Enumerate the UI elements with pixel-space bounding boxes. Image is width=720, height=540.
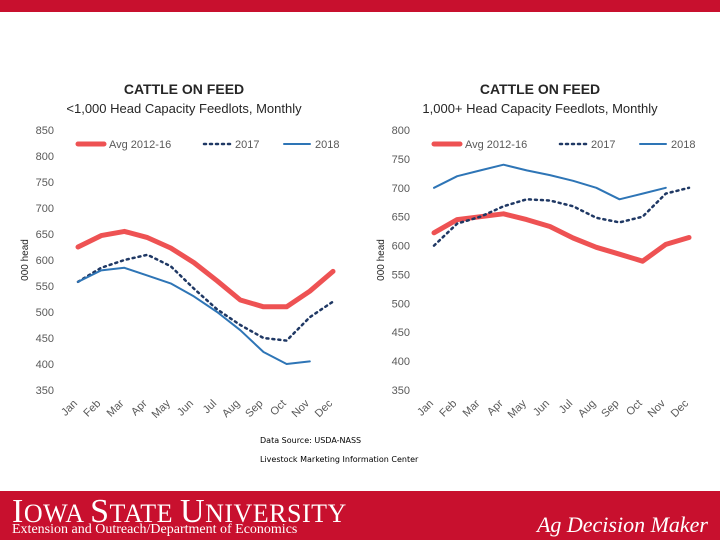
x-tick-label: Mar [104,397,127,420]
series-line-2018 [78,268,310,364]
x-tick-label: Jan [59,397,81,419]
y-tick-label: 700 [35,203,54,215]
series-line-2018 [434,165,666,200]
data-point-avg [665,244,667,246]
data-point-2017 [124,259,126,261]
x-tick-label: Feb [81,397,104,420]
data-point-avg [619,253,621,255]
university-wordmark: IOWA STATE UNIVERSITY [12,493,347,530]
data-point-2017 [332,301,334,303]
y-tick-label: 500 [35,307,54,319]
legend-label-2017: 2017 [591,139,616,151]
y-tick-label: 350 [391,385,410,397]
data-point-2017 [147,254,149,256]
y-tick-label: 750 [391,153,410,166]
data-point-2018 [503,164,505,166]
data-point-2018 [456,175,458,177]
data-source-label: Data Source: USDA-NASS [260,436,362,445]
data-point-2018 [124,267,126,269]
x-tick-label: Aug [576,397,599,420]
x-tick-label: Nov [289,397,312,420]
x-tick-label: Dec [312,397,336,420]
data-point-2018 [642,193,644,195]
left-chart-subtitle: <1,000 Head Capacity Feedlots, Monthly [66,101,302,116]
data-point-2018 [77,281,79,283]
top-brand-bar [0,0,720,12]
right-chart-title: CATTLE ON FEED [479,81,601,97]
data-point-avg [263,306,265,308]
y-tick-label: 450 [35,333,54,345]
y-tick-label: 550 [391,269,410,282]
data-point-avg [309,290,311,292]
data-point-2017 [503,205,505,207]
data-point-2017 [263,337,265,339]
data-point-2017 [216,309,218,311]
data-point-2018 [595,187,597,189]
data-point-2017 [572,205,574,207]
data-point-avg [147,237,149,239]
data-point-2018 [239,329,241,331]
data-point-avg [433,232,435,234]
y-tick-label: 650 [35,229,54,241]
data-point-avg [572,237,574,239]
data-point-2018 [433,187,435,189]
data-point-avg [216,280,218,282]
data-point-avg [193,262,195,264]
data-point-avg [549,226,551,228]
y-tick-label: 500 [391,298,410,311]
x-tick-label: Jun [174,397,197,419]
series-line-2017 [78,255,333,341]
legend-label-avg: Avg 2012-16 [109,139,172,151]
y-tick-label: 450 [391,327,410,340]
data-point-2017 [100,267,102,269]
x-tick-label: Jan [415,397,437,419]
right-line-chart [368,120,708,430]
series-line-avg [434,214,689,261]
data-point-avg [77,246,79,248]
y-tick-label: 700 [391,182,410,195]
y-tick-label: 400 [35,359,54,371]
x-tick-label: Oct [624,397,645,419]
data-point-2018 [549,174,551,176]
data-point-avg [286,306,288,308]
x-tick-label: Sep [599,397,622,420]
left-chart-title: CATTLE ON FEED [123,81,245,97]
right-chart-subtitle: 1,000+ Head Capacity Feedlots, Monthly [422,101,658,116]
university-footer [0,491,720,540]
y-tick-label: 600 [391,240,410,253]
y-tick-label: 800 [35,151,54,163]
data-point-2018 [170,283,172,285]
data-point-2018 [216,311,218,313]
data-point-avg [595,246,597,248]
data-point-2017 [433,245,435,247]
y-tick-label: 600 [35,255,54,267]
data-point-2018 [619,199,621,201]
data-point-2017 [170,265,172,267]
data-point-2018 [309,361,311,363]
data-point-2017 [309,316,311,318]
x-tick-label: Jul [200,397,220,417]
legend-label-2018: 2018 [671,139,696,151]
data-point-2017 [549,200,551,202]
y-axis-label: 000 head [20,239,31,281]
data-point-2017 [665,193,667,195]
x-tick-label: Jul [556,397,576,417]
data-point-2017 [595,217,597,219]
data-point-2018 [480,170,482,172]
left-line-chart [12,120,352,430]
x-tick-label: Jun [530,397,553,419]
data-point-avg [503,213,505,215]
y-tick-label: 850 [35,125,54,137]
legend-label-2017: 2017 [235,139,260,151]
data-point-avg [526,219,528,221]
x-tick-label: Dec [668,397,692,420]
data-point-2017 [619,222,621,224]
data-point-2018 [665,187,667,189]
data-point-avg [688,237,690,239]
department-label: Extension and Outreach/Department of Economics [12,522,298,537]
x-tick-label: Aug [220,397,243,420]
source-center-label: Livestock Marketing Information Center [260,455,419,464]
ag-decision-maker-logo: Ag Decision Maker [536,512,708,537]
y-tick-label: 400 [391,356,410,369]
legend-label-avg: Avg 2012-16 [465,139,528,151]
data-point-2018 [572,180,574,182]
x-tick-label: Mar [460,397,483,420]
data-point-2018 [193,296,195,298]
y-tick-label: 750 [35,177,54,189]
y-tick-label: 800 [391,125,410,137]
x-tick-label: Feb [437,397,460,420]
data-point-2018 [100,270,102,272]
legend-label-2018: 2018 [315,139,340,151]
x-tick-label: Apr [485,397,506,419]
data-point-2017 [193,288,195,290]
x-tick-label: May [505,397,529,421]
data-point-avg [239,299,241,301]
data-point-2017 [286,340,288,342]
data-point-avg [170,247,172,249]
data-point-2018 [286,363,288,365]
data-point-2017 [239,324,241,326]
x-tick-label: Oct [268,397,289,419]
data-point-2017 [480,216,482,218]
data-point-2017 [642,216,644,218]
data-point-2017 [456,223,458,225]
data-point-2018 [526,170,528,172]
data-point-avg [100,235,102,237]
x-tick-label: Apr [129,397,150,419]
data-point-avg [124,231,126,233]
data-point-avg [332,271,334,273]
y-tick-label: 350 [35,385,54,397]
y-axis-label: 000 head [376,239,387,281]
data-point-avg [456,219,458,221]
x-tick-label: May [149,397,173,421]
data-point-2018 [147,275,149,277]
data-point-avg [642,260,644,262]
y-tick-label: 650 [391,211,410,224]
data-point-2017 [526,199,528,201]
y-tick-label: 550 [35,281,54,293]
x-tick-label: Sep [243,397,266,420]
data-point-2018 [263,351,265,353]
x-tick-label: Nov [645,397,668,420]
data-point-2017 [688,187,690,189]
